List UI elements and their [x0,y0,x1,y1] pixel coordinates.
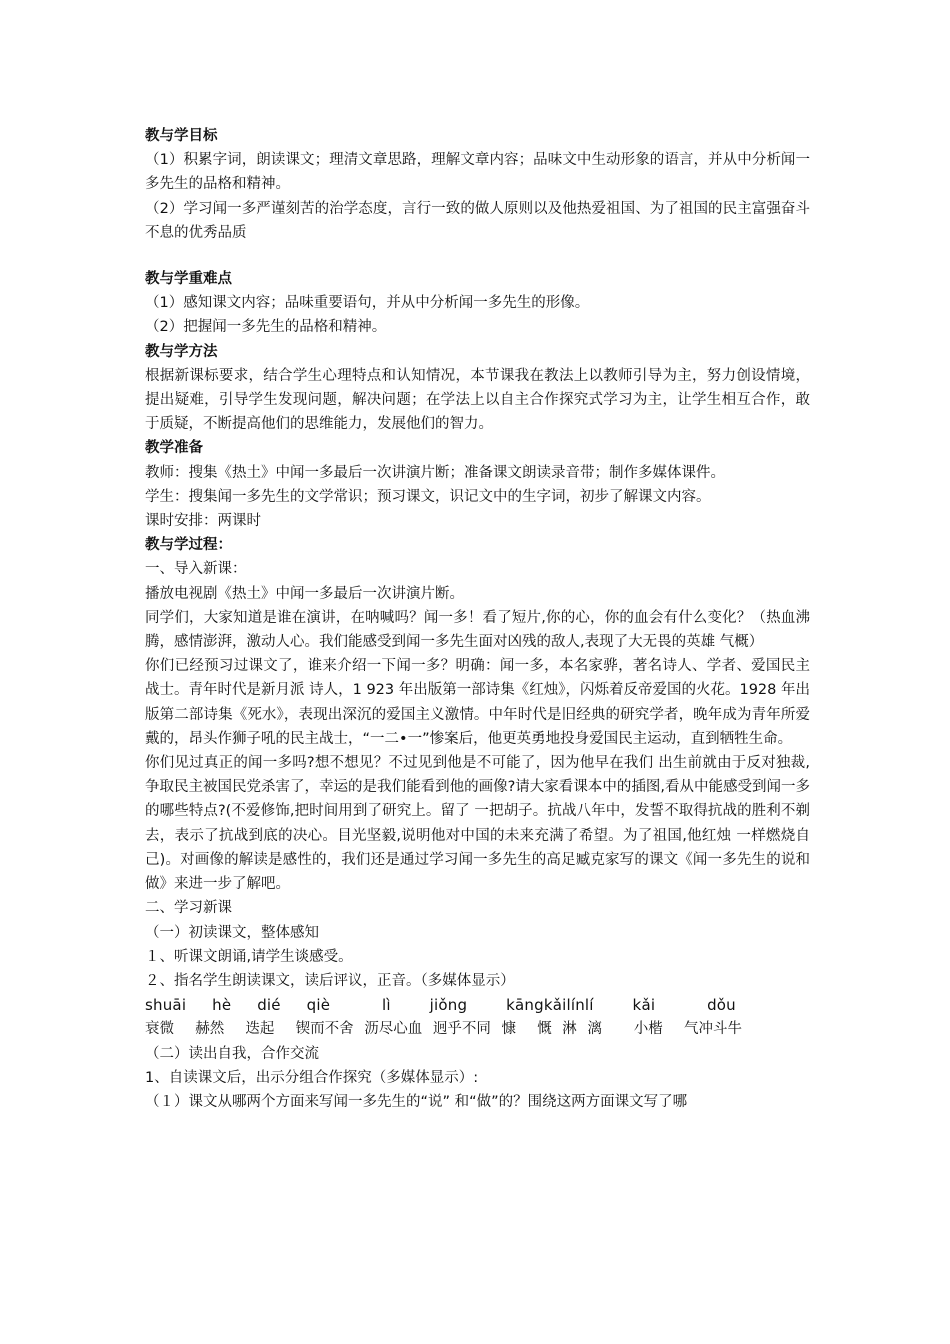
methods-paragraph: 根据新课标要求，结合学生心理特点和认知情况，本节课我在教法上以教师引导为主，努力创设情境，提出疑难，引导学生发现问题，解决问题；在学法上以自主合作探究式学习为主，让学生相互合作，敢于质疑，不断提高他们的思维能力，发展他们的智力。 [145,367,810,433]
goal-item-2: （2）学习闻一多严谨刻苦的治学态度，言行一致的做人原则以及他热爱祖国、为了祖国的民主富强奋斗不息的优秀品质 [145,200,810,241]
play-clip-line: 播放电视剧《热土》中闻一多最后一次讲演片断。 [145,585,464,602]
prep-student: 学生：搜集闻一多先生的文学常识；预习课文，识记文中的生字词，初步了解课文内容。 [145,488,711,505]
pinyin-line: shuāi hè dié qiè lì jiǒng kāngkǎilínlí kǎi dǒu [145,996,736,1015]
subsection-1: （一）初读课文，整体感知 [145,924,319,941]
heading-process: 教与学过程： [145,537,232,554]
paragraph-2: 你们已经预习过课文了，谁来介绍一下闻一多？明确：闻一多，本名家骅，著名诗人、学者、爱国民主战士。青年时代是新月派 诗人，1 923 年出版第一部诗集《红烛》，闪烁着反帝爱国的火花。1928 年出版第二部诗集《死水》，表现出深沉的爱国主义激情。中年时代是旧经典的研究学者，晚年成为青年所爱戴的，昂头作狮子吼的民主战士，“一二•一”惨案后，他更英勇地投身爱国民主运动，直到牺牲生命。 [145,658,810,747]
heading-preparation: 教学准备 [145,440,203,457]
prep-teacher: 教师：搜集《热土》中闻一多最后一次讲演片断；准备课文朗读录音带；制作多媒体课件。 [145,464,725,481]
subsection-2: （二）读出自我，合作交流 [145,1045,319,1062]
goal-item-1: （1）积累字词，朗读课文；理清文章思路，理解文章内容；品味文中生动形象的语言，并从中分析闻一多先生的品格和精神。 [145,152,810,193]
paragraph-1: 同学们，大家知道是谁在演讲，在呐喊吗？闻一多！看了短片,你的心，你的血会有什么变化？（热血沸腾，感情澎湃，激动人心。我们能感受到闻一多先生面对凶残的敌人,表现了大无畏的英雄 气概） [145,609,810,651]
key-point-2: （2）把握闻一多先生的品格和精神。 [145,319,387,336]
list-item-2: ２、指名学生朗读课文，读后评议，正音。（多媒体显示） [145,972,515,989]
step-new-lesson: 二、学习新课 [145,900,232,917]
vocabulary-line: 衰微 赫然 迭起 锲而不舍 沥尽心血 迥乎不同 慷 慨 淋 漓 小楷 气冲斗牛 [145,1021,742,1038]
list-item-3: 1、自读课文后，出示分组合作探究（多媒体显示）: [145,1069,479,1086]
schedule-line: 课时安排：两课时 [145,513,261,530]
list-item-1: １、听课文朗诵,请学生谈感受。 [145,948,353,965]
heading-methods: 教与学方法 [145,343,218,360]
paragraph-3: 你们见过真正的闻一多吗?想不想见？不过见到他是不可能了，因为他早在我们 出生前就由于反对独裁,争取民主被国民党杀害了，幸运的是我们能看到他的画像?请大家看课本中的插图,看从中能感受到闻一多的哪些特点?(不爱修饰,把时间用到了研究上。留了 一把胡子。抗战八年中，发誓不取得抗战的胜利不剃去，表示了抗战到底的决心。目光坚毅,说明他对中国的未来充满了希望。为了祖国,他红烛 一样燃烧自己)。对画像的解读是感性的，我们还是通过学习闻一多先生的高足臧克家写的课文《闻一多先生的说和做》来进一步了解吧。 [145,755,810,893]
spacer [145,245,810,267]
heading-goals: 教与学目标 [145,128,218,144]
list-item-4: （１）课文从哪两个方面来写闻一多先生的“说” 和“做”的？围绕这两方面课文写了哪 [145,1093,688,1110]
key-point-1: （1）感知课文内容；品味重要语句，并从中分析闻一多先生的形像。 [145,295,590,312]
document-body [145,124,810,1114]
step-intro: 一、导入新课： [145,561,247,578]
heading-key-points: 教与学重难点 [145,271,232,288]
